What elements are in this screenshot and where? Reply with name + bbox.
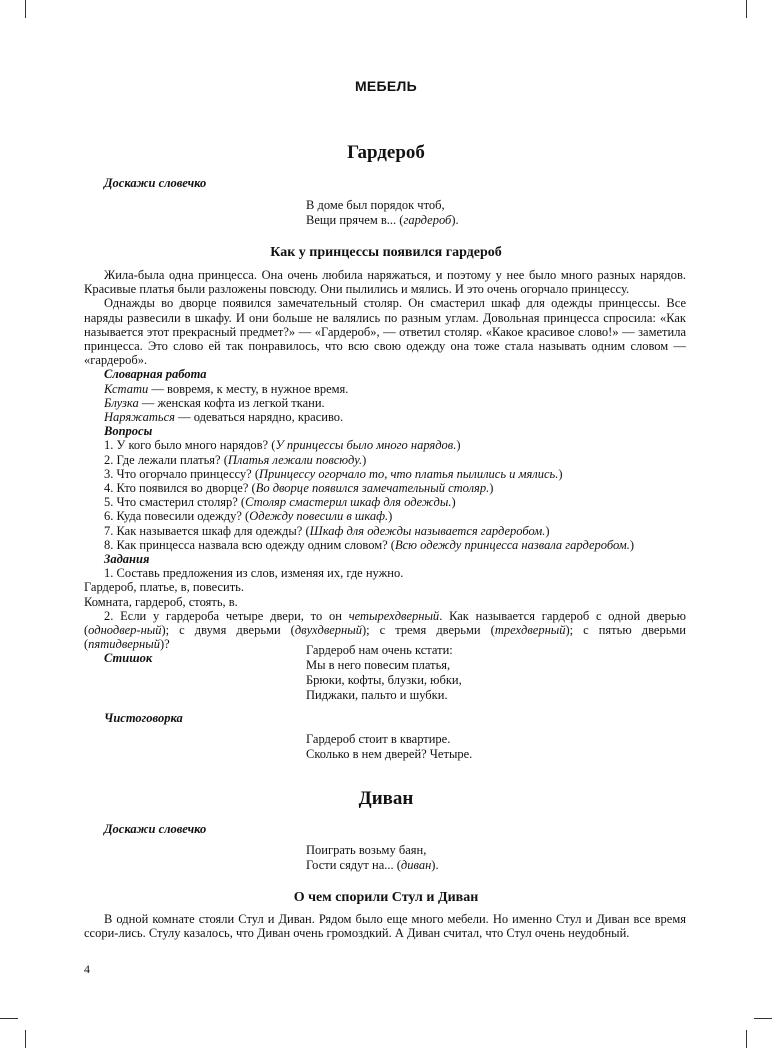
verse-line: Гардероб нам очень кстати: — [306, 643, 453, 657]
task-item: 2. Если у гардероба четыре двери, то он четырехдверный. Как называется гардероб с одной дверью (однодвер-ный); с двумя дверьми (двухдверный); с тремя дверьми (трехдверный); с пятью дверьми (пятидверный)? — [84, 608, 686, 652]
sofa-title: Диван — [358, 788, 414, 809]
wardrobe-title: Гардероб — [347, 142, 425, 163]
question-item: 4. Кто появился во дворце? (Во дворце появился замечательный столяр.) — [104, 481, 494, 496]
crop-mark — [0, 1018, 18, 1019]
crop-mark — [746, 0, 747, 18]
wardrobe-riddle-verse — [306, 198, 459, 228]
crop-mark — [746, 1030, 747, 1048]
verse-line: Сколько в нем дверей? Четыре. — [306, 747, 473, 761]
verse-line: Брюки, кофты, блузки, юбки, — [306, 673, 462, 687]
question-item: 5. Что смастерил столяр? (Столяр смастерил шкаф для одежды.) — [104, 495, 456, 510]
question-item: 3. Что огорчало принцессу? (Принцессу огорчало то, что платья пылились и мялись.) — [104, 466, 563, 481]
tasks-label: Задания — [104, 552, 150, 567]
poem-verse — [306, 643, 462, 703]
crop-mark — [754, 1018, 772, 1019]
verse-line: Пиджаки, пальто и шубки. — [306, 688, 448, 702]
paragraph: Однажды во дворце появился замечательный столяр. Он смастерил шкаф для одежды принцессы. Все наряды развесили в шкафу. И они больше не валялись по разным углам. Довольная принцесса спросила: «Как называется этот прекрасный предмет?» — «Гардероб», — ответил столяр. «Какое красивое слово!» — заметила принцесса. Это слово ей так понравилось, что всю свою одежду она тоже стала называть одним словом — «гардероб». — [84, 296, 686, 368]
questions-label: Вопросы — [104, 424, 153, 439]
vocab-item: Наряжаться — одеваться нарядно, красиво. — [104, 410, 344, 425]
question-item: 7. Как называется шкаф для одежды? (Шкаф для одежды называется гардеробом.) — [104, 523, 550, 538]
task-item: 1. Составь предложения из слов, изменяя их, где нужно. — [104, 566, 404, 581]
task-line: Гардероб, платье, в, повесить. — [84, 580, 244, 595]
question-item: 2. Где лежали платья? (Платья лежали повсюду.) — [104, 452, 367, 467]
sofa-story-title: О чем спорили Стул и Диван — [293, 890, 479, 905]
paragraph: В одной комнате стояли Стул и Диван. Рядом было еще много мебели. Но именно Стул и Диван все время ссори-лись. Стулу казалось, что Диван очень громоздкий. А Диван считал, что Стул очень неудобный. — [84, 912, 686, 941]
verse-line: Гости сядут на... (диван). — [306, 858, 439, 872]
tongue-twister-label: Чистоговорка — [104, 711, 183, 725]
vocab-item: Кстати — вовремя, к месту, в нужное время. — [104, 381, 349, 396]
verse-line: Гардероб стоит в квартире. — [306, 732, 451, 746]
sofa-riddle-label: Доскажи словечко — [104, 822, 207, 836]
task-line: Комната, гардероб, стоять, в. — [84, 594, 238, 609]
sofa-story-block — [84, 912, 686, 940]
verse-line: В доме был порядок чтоб, — [306, 198, 445, 212]
section-title: МЕБЕЛЬ — [354, 78, 418, 94]
question-item: 1. У кого было много нарядов? (У принцессы было много нарядов.) — [104, 438, 461, 453]
question-item: 8. Как принцесса назвала всю одежду одним словом? (Всю одежду принцесса назвала гардеробом.) — [104, 537, 635, 552]
vocab-item: Блузка — женская кофта из легкой ткани. — [104, 395, 325, 410]
sofa-riddle-verse — [306, 843, 439, 873]
crop-mark — [25, 0, 26, 18]
tongue-twister-verse — [306, 732, 472, 762]
wardrobe-riddle-label: Доскажи словечко — [104, 176, 207, 190]
verse-line: Мы в него повесим платья, — [306, 658, 451, 672]
vocab-label: Словарная работа — [104, 367, 207, 382]
verse-line: Поиграть возьму баян, — [306, 843, 427, 857]
verse-line: Вещи прячем в... (гардероб). — [306, 213, 459, 227]
wardrobe-story-title: Как у принцессы появился гардероб — [270, 245, 502, 260]
poem-label: Стишок — [104, 651, 153, 666]
page-number: 4 — [84, 962, 90, 976]
crop-mark — [25, 1030, 26, 1048]
paragraph: Жила-была одна принцесса. Она очень любила наряжаться, и поэтому у нее было много разных нарядов. Красивые платья были разложены повсюду. Они пылились и мялись. И это очень огорчало принцессу. — [84, 268, 686, 297]
wardrobe-story-block — [84, 268, 686, 666]
question-item: 6. Куда повесили одежду? (Одежду повесили в шкаф.) — [104, 509, 393, 524]
